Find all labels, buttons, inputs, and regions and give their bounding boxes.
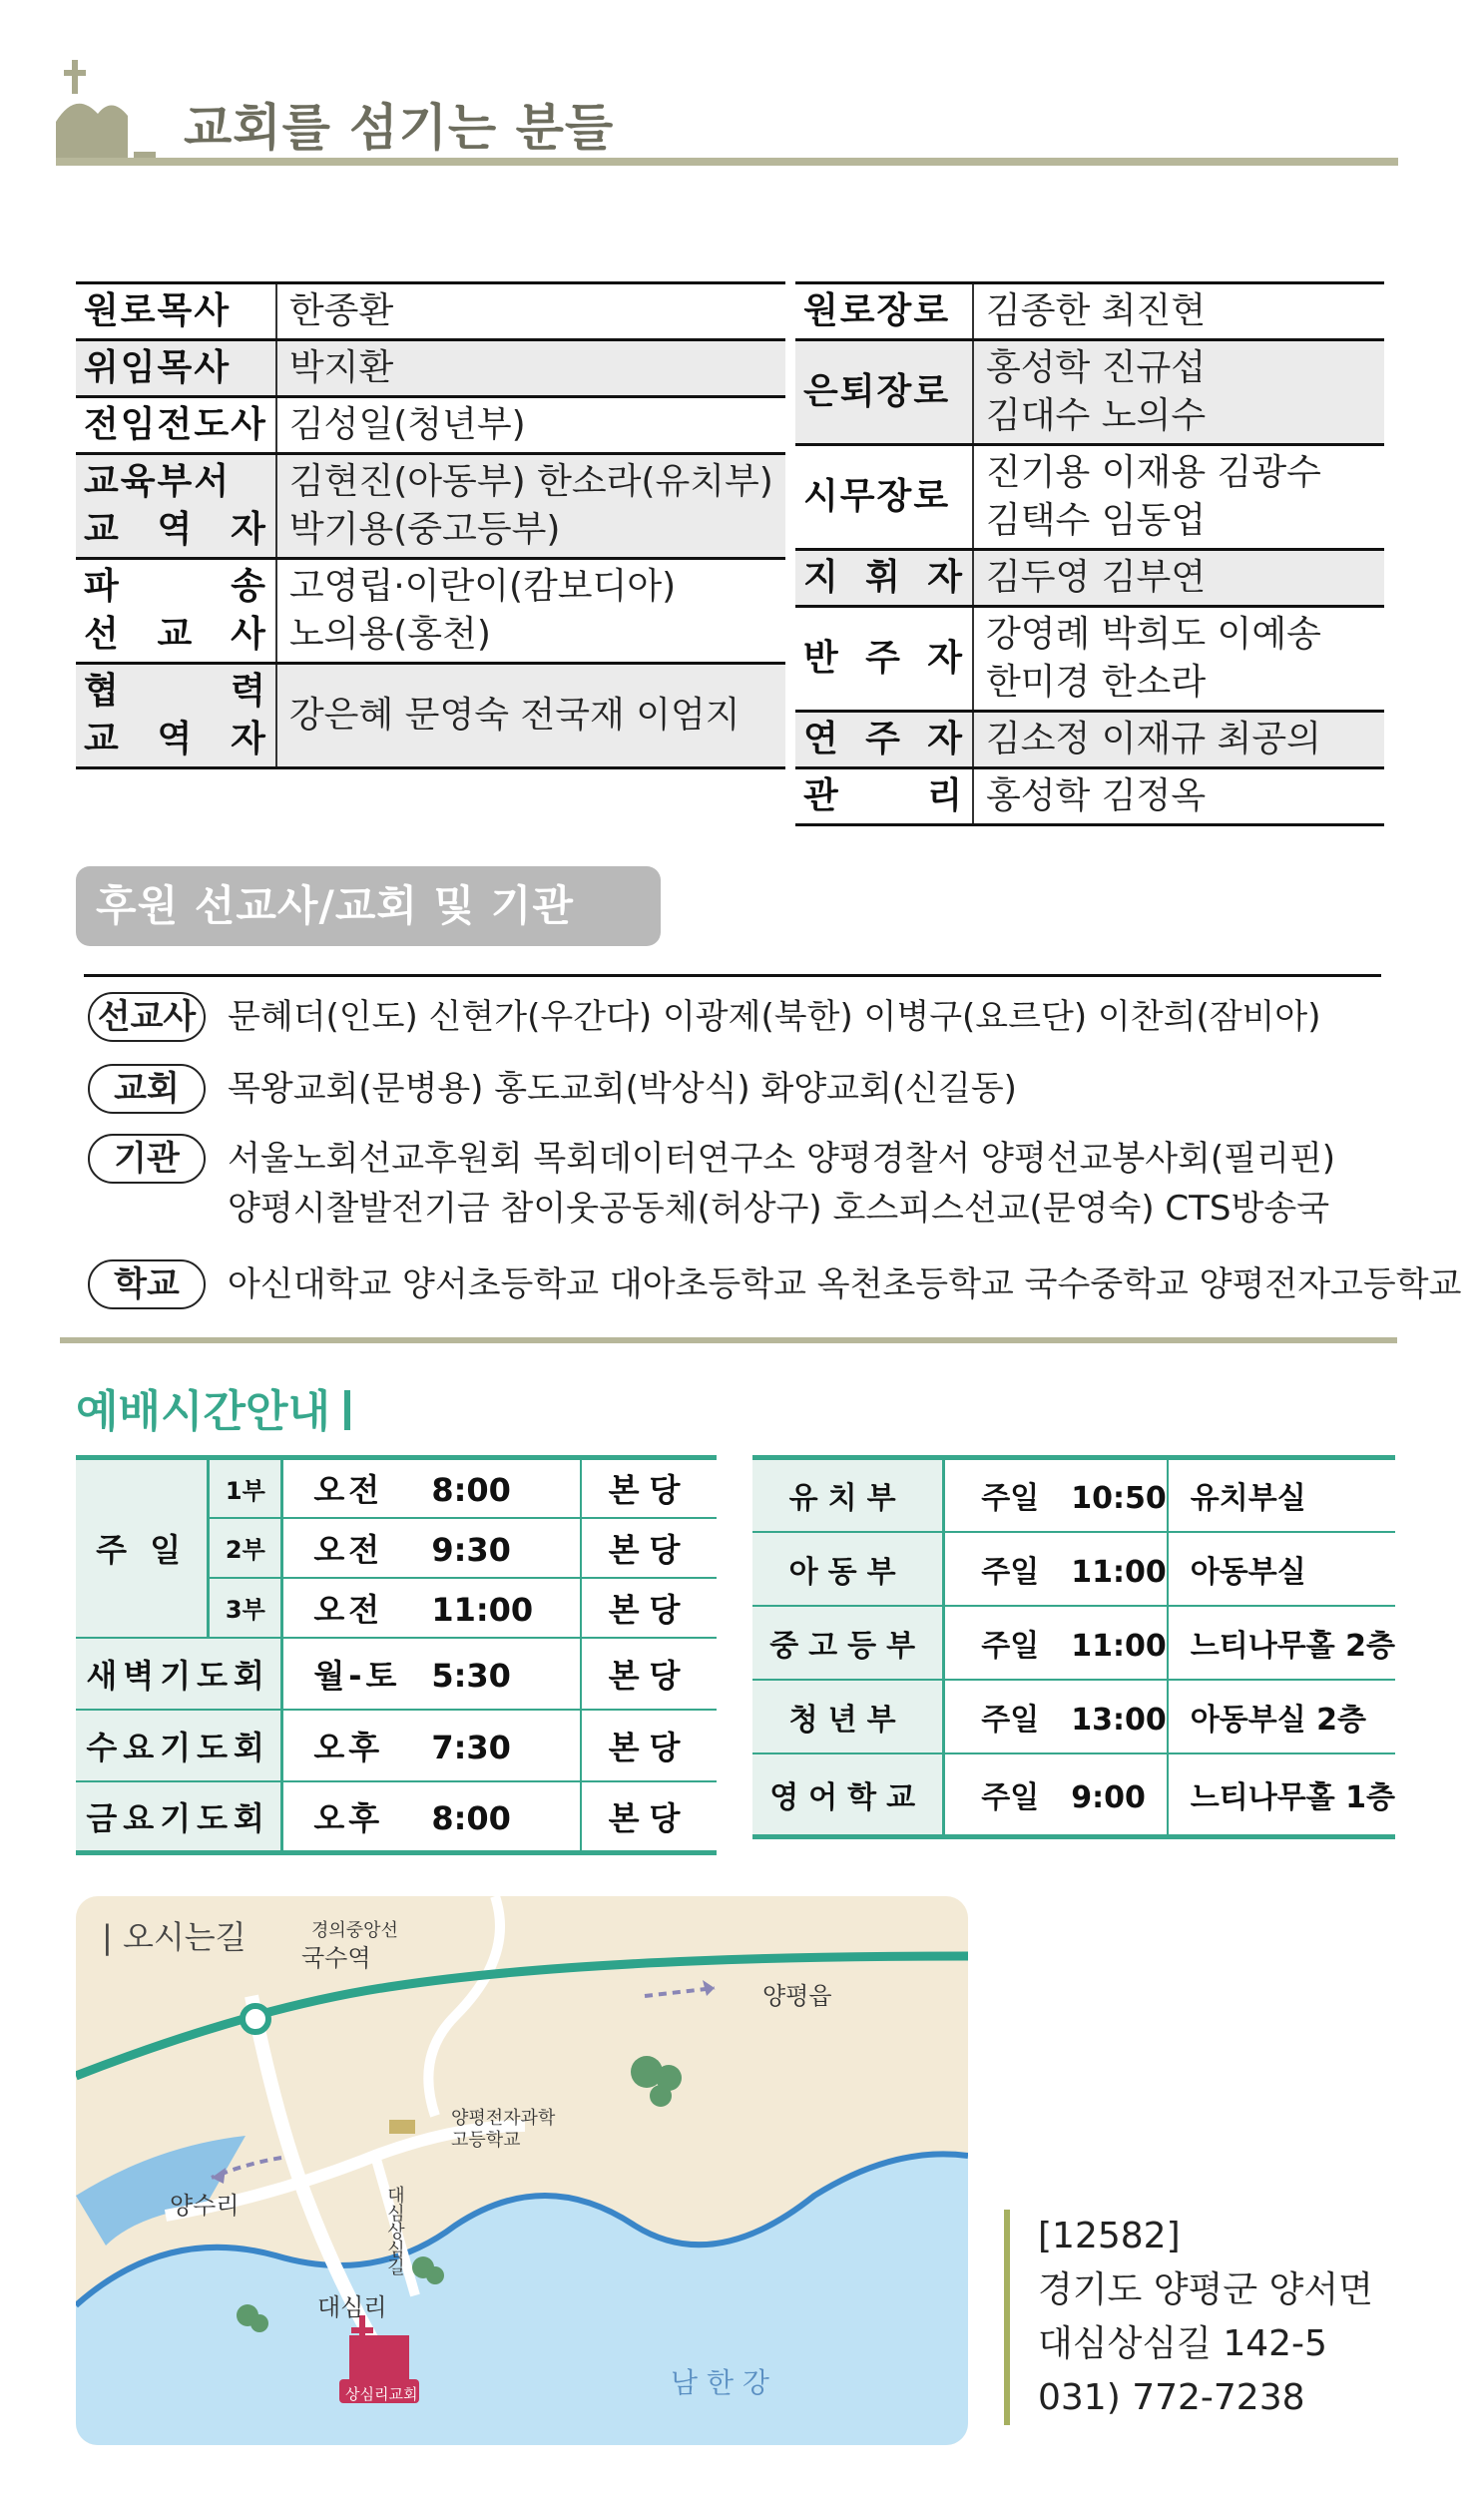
department-name: 유치부 [752, 1458, 944, 1532]
department-time [944, 1753, 1168, 1837]
worship-title-text: 예배시간안내 [76, 1386, 331, 1437]
staff-role-label [795, 768, 973, 825]
worship-place: 본당 [581, 1638, 717, 1710]
worship-place: 본당 [608, 1798, 691, 1837]
worship-time [282, 1638, 581, 1710]
staff-names [973, 445, 1384, 550]
staff-row [76, 397, 785, 454]
sponsor-entry-line: 목왕교회(문병용) 홍도교회(박상식) 화양교회(신길동) [228, 1069, 1017, 1109]
department-place: 아동부실 2층 [1168, 1680, 1395, 1753]
staff-role-label [76, 664, 276, 768]
staff-name-line: 김택수 임동업 [986, 500, 1207, 541]
staff-row [795, 768, 1384, 825]
department-time [944, 1458, 1168, 1532]
sponsor-entry-line: 문혜더(인도) 신현가(우간다) 이광제(북한) 이병구(요르단) 이찬희(잠비아) [228, 997, 1321, 1037]
staff-row [795, 712, 1384, 768]
role-label-line: 원로목사 [84, 290, 232, 331]
map-label-school2: 고등학교 [451, 2130, 521, 2151]
staff-row [76, 454, 785, 559]
sponsor-entries [228, 1259, 1461, 1309]
page-title: 교회를 섬기는 분들 [184, 99, 615, 157]
worship-service-name: 금요기도회 [76, 1781, 282, 1853]
worship-table-left [76, 1455, 717, 1855]
worship-time [282, 1710, 581, 1781]
staff-row [795, 283, 1384, 340]
department-clock: 9:00 [1071, 1779, 1146, 1815]
role-label-line: 연 주 자 [803, 719, 964, 759]
staff-names [276, 454, 785, 559]
role-label-line: 시무장로 [803, 476, 951, 517]
directions-map [76, 1896, 968, 2445]
section-header [56, 60, 1398, 170]
staff-role-label [76, 559, 276, 664]
staff-role-label [795, 445, 973, 550]
department-place: 느티나무홀 1층 [1190, 1779, 1395, 1815]
worship-service-name: 새벽기도회 [76, 1638, 282, 1710]
staff-name-line: 김현진(아동부) 한소라(유치부) [288, 461, 773, 502]
map-label-daesimri: 대심리 [317, 2293, 387, 2321]
worship-clock: 7:30 [431, 1728, 511, 1766]
staff-name-line: 고영립·이란이(캄보디아) [288, 566, 677, 607]
worship-part: 3부 [209, 1578, 282, 1638]
staff-name-line: 김대수 노의수 [986, 395, 1207, 436]
department-clock: 11:00 [1071, 1554, 1167, 1590]
map-label-station: 국수역 [301, 1944, 371, 1972]
staff-name-line: 박기용(중고등부) [288, 509, 561, 550]
sponsor-category-tag: 선교사 [88, 992, 206, 1042]
staff-name-line: 김두영 김부연 [986, 557, 1207, 598]
address-line: 031) 772-7238 [1038, 2377, 1305, 2418]
map-label-yangpyeong: 양평읍 [762, 1982, 832, 2010]
role-label-line: 파 송 [84, 566, 267, 607]
department-row [752, 1753, 1395, 1837]
worship-clock: 8:00 [431, 1471, 511, 1510]
worship-clock: 8:00 [431, 1798, 511, 1837]
staff-row [795, 607, 1384, 712]
role-label-line: 교 역 자 [84, 509, 267, 550]
sponsor-category-tag: 기관 [88, 1134, 206, 1184]
role-label-line: 은퇴장로 [803, 371, 951, 412]
sponsor-entry-line: 서울노회선교후원회 목회데이터연구소 양평경찰서 양평선교봉사회(필리핀) [228, 1139, 1335, 1179]
sponsor-rule [84, 974, 1381, 977]
department-place: 유치부실 [1168, 1458, 1395, 1532]
title-bar [344, 1390, 350, 1430]
department-name: 아동부 [752, 1532, 944, 1606]
staff-names [276, 397, 785, 454]
staff-name-line: 진기용 이재용 김광수 [986, 452, 1321, 493]
staff-row [795, 340, 1384, 445]
staff-role-label [795, 283, 973, 340]
map-label-yangsuri: 양수리 [170, 2192, 240, 2220]
map-label-road: 대심상심길 [384, 2186, 405, 2275]
worship-ampm: 오전 [313, 1530, 384, 1569]
role-label-line: 위임목사 [84, 347, 232, 388]
staff-name-line: 박지환 [288, 347, 394, 388]
staff-names [973, 340, 1384, 445]
worship-ampm: 오후 [313, 1728, 384, 1766]
sponsor-title: 후원 선교사/교회 및 기관 [76, 866, 661, 946]
department-row [752, 1532, 1395, 1606]
staff-name-line: 홍성학 김정옥 [986, 775, 1207, 816]
staff-name-line: 김종한 최진현 [986, 290, 1207, 331]
map-label-river: 남 한 강 [671, 2366, 769, 2399]
role-label-line: 교 역 자 [84, 719, 267, 759]
map-title: | 오시는길 [102, 1918, 247, 1956]
department-name: 중고등부 [752, 1606, 944, 1680]
staff-row [76, 664, 785, 768]
worship-sunday-label: 주 일 [76, 1458, 209, 1638]
worship-ampm: 오후 [313, 1798, 384, 1837]
staff-row [795, 445, 1384, 550]
department-row [752, 1606, 1395, 1680]
department-row [752, 1680, 1395, 1753]
department-day: 주일 [981, 1779, 1040, 1815]
worship-clock: 9:30 [431, 1530, 511, 1569]
role-label-line: 전임전도사 [84, 404, 267, 445]
department-day: 주일 [981, 1554, 1040, 1590]
section-divider [60, 1337, 1397, 1343]
role-label-line: 협 력 [84, 671, 267, 712]
department-time [944, 1606, 1168, 1680]
church-address [1004, 2210, 1373, 2425]
church-icon [56, 60, 156, 164]
department-clock: 11:00 [1071, 1628, 1167, 1664]
map-label-school: 양평전자과학 [451, 2108, 556, 2129]
worship-time [282, 1458, 581, 1518]
worship-time [282, 1518, 581, 1578]
role-label-line: 관 리 [803, 775, 964, 816]
worship-part: 1부 [209, 1458, 282, 1518]
staff-names [973, 283, 1384, 340]
map-graphic [76, 1896, 968, 2445]
staff-role-label [76, 454, 276, 559]
staff-names [276, 664, 785, 768]
header-rule [56, 158, 1398, 166]
worship-service-name: 수요기도회 [76, 1710, 282, 1781]
department-place: 느티나무홀 2층 [1168, 1606, 1395, 1680]
staff-row [76, 340, 785, 397]
sponsor-entries [228, 1134, 1335, 1234]
worship-row [76, 1638, 717, 1710]
address-line: [12582] [1038, 2216, 1181, 2256]
worship-row [76, 1781, 717, 1853]
department-day: 주일 [981, 1481, 1040, 1517]
worship-ampm: 오전 [313, 1590, 384, 1629]
department-place: 아동부실 [1168, 1532, 1395, 1606]
sponsor-category-tag: 교회 [88, 1064, 206, 1114]
sponsor-entries [228, 1064, 1017, 1114]
staff-table-left [76, 281, 785, 769]
department-clock: 13:00 [1071, 1702, 1167, 1738]
address-line: 경기도 양평군 양서면 [1038, 2269, 1373, 2310]
worship-time [282, 1578, 581, 1638]
worship-ampm: 월-토 [313, 1656, 401, 1695]
role-label-line: 반 주 자 [803, 638, 964, 679]
staff-role-label [76, 340, 276, 397]
staff-name-line: 김소정 이재규 최공의 [986, 719, 1321, 759]
staff-names [973, 712, 1384, 768]
worship-part: 2부 [209, 1518, 282, 1578]
department-name: 영어학교 [752, 1753, 944, 1837]
role-label-line: 교육부서 [84, 461, 232, 502]
staff-role-label [76, 283, 276, 340]
staff-row [76, 283, 785, 340]
worship-time [282, 1781, 581, 1853]
staff-table-right [795, 281, 1384, 826]
staff-role-label [795, 607, 973, 712]
staff-row [795, 550, 1384, 607]
role-label-line: 선 교 사 [84, 614, 267, 655]
staff-names [276, 340, 785, 397]
worship-place: 본당 [581, 1518, 717, 1578]
worship-clock: 5:30 [431, 1656, 511, 1695]
department-time [944, 1532, 1168, 1606]
department-time [944, 1680, 1168, 1753]
worship-place: 본당 [581, 1578, 717, 1638]
role-label-line: 원로장로 [803, 290, 951, 331]
department-name: 청년부 [752, 1680, 944, 1753]
sponsor-category-tag: 학교 [88, 1259, 206, 1309]
worship-clock: 11:00 [431, 1590, 534, 1629]
staff-role-label [795, 550, 973, 607]
map-label-rail: 경의중앙선 [311, 1920, 398, 1941]
staff-name-line: 홍성학 진규섭 [986, 347, 1207, 388]
worship-place: 본당 [581, 1710, 717, 1781]
staff-role-label [76, 397, 276, 454]
staff-names [276, 559, 785, 664]
staff-name-line: 강은혜 문영숙 전국재 이엄지 [288, 695, 741, 736]
sponsor-entry-line: 아신대학교 양서초등학교 대아초등학교 옥천초등학교 국수중학교 양평전자고등학교 [228, 1264, 1462, 1304]
worship-ampm: 오전 [313, 1471, 384, 1510]
staff-names [973, 768, 1384, 825]
staff-names [973, 607, 1384, 712]
department-day: 주일 [981, 1702, 1040, 1738]
staff-name-line: 강영례 박희도 이예송 [986, 614, 1321, 655]
sponsor-entry-line: 양평시찰발전기금 참이웃공동체(허상구) 호스피스선교(문영숙) CTS방송국 [228, 1189, 1330, 1229]
staff-role-label [795, 340, 973, 445]
staff-names [276, 283, 785, 340]
worship-title [76, 1375, 350, 1439]
staff-row [76, 559, 785, 664]
department-clock: 10:50 [1071, 1481, 1167, 1517]
role-label-line: 지 휘 자 [803, 557, 964, 598]
address-line: 대심상심길 142-5 [1038, 2323, 1327, 2364]
worship-row [76, 1458, 717, 1518]
staff-name-line: 한종환 [288, 290, 394, 331]
staff-name-line: 노의용(홍천) [288, 614, 491, 655]
sponsor-entries [228, 992, 1321, 1042]
department-row [752, 1458, 1395, 1532]
worship-row [76, 1710, 717, 1781]
staff-name-line: 한미경 한소라 [986, 662, 1207, 703]
worship-place: 본당 [581, 1458, 717, 1518]
department-day: 주일 [981, 1628, 1040, 1664]
staff-names [973, 550, 1384, 607]
worship-table-right [752, 1455, 1395, 1839]
staff-name-line: 김성일(청년부) [288, 404, 526, 445]
staff-role-label [795, 712, 973, 768]
map-label-church: 상심리교회 [345, 2385, 418, 2403]
